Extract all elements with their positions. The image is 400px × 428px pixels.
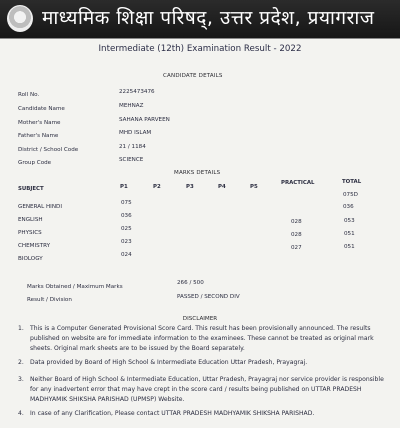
subject-cell: PHYSICS bbox=[18, 230, 42, 236]
disclaimer-number: 4. bbox=[18, 410, 24, 417]
practical-cell: 028 bbox=[291, 232, 302, 238]
disclaimer-text: In case of any Clarification, Please contact UTTAR PRADESH MADHYAMIK SHIKSHA PARISHAD. bbox=[30, 410, 315, 417]
field-value: MEHNAZ bbox=[119, 103, 144, 109]
p1-cell: 023 bbox=[121, 239, 132, 245]
disclaimer-text: Data provided by Board of High School & Intermediate Education Uttar Pradesh, Prayagraj. bbox=[30, 359, 308, 366]
practical-cell: 028 bbox=[291, 219, 302, 225]
total-cell: 051 bbox=[344, 244, 355, 250]
field-label: Roll No. bbox=[18, 92, 40, 98]
field-label: Mother's Name bbox=[18, 120, 61, 126]
page-header bbox=[0, 0, 400, 39]
marks-details-heading: MARKS DETAILS bbox=[174, 170, 221, 176]
column-header: P5 bbox=[250, 184, 258, 190]
column-header: P4 bbox=[218, 184, 226, 190]
field-label: Candidate Name bbox=[18, 106, 65, 112]
marks-obtained-label: Marks Obtained / Maximum Marks bbox=[27, 284, 123, 290]
result-label: Result / Division bbox=[27, 297, 72, 303]
column-header: SUBJECT bbox=[18, 186, 44, 192]
disclaimer-text: Neither Board of High School & Intermediate Education, Uttar Pradesh, Prayagraj nor service provider is responsible for any inadvertent error that may have crept in the score card / results being published on UTTAR PRADESH MADHYAMIK SHIKSHA PARISHAD (UPMSP) Website. bbox=[30, 376, 384, 403]
result-value: PASSED / SECOND DIV bbox=[177, 294, 240, 300]
field-value: 21 / 1184 bbox=[119, 144, 146, 150]
field-label: Group Code bbox=[18, 160, 52, 166]
p1-cell: 024 bbox=[121, 252, 132, 258]
total-cell: 053 bbox=[344, 218, 355, 224]
subject-cell: CHEMISTRY bbox=[18, 243, 51, 249]
field-value: SAHANA PARVEEN bbox=[119, 117, 170, 123]
column-header: TOTAL bbox=[342, 179, 362, 185]
field-value: SCIENCE bbox=[119, 157, 144, 163]
column-header: P1 bbox=[120, 184, 128, 190]
disclaimer-number: 1. bbox=[18, 325, 24, 332]
total-cell: 051 bbox=[344, 231, 355, 237]
candidate-details-heading: CANDIDATE DETAILS bbox=[163, 73, 223, 79]
p1-cell: 036 bbox=[121, 213, 132, 219]
total-cell: 036 bbox=[343, 204, 354, 210]
p1-cell: 025 bbox=[121, 226, 132, 232]
subject-cell: ENGLISH bbox=[18, 217, 43, 223]
disclaimer-number: 2. bbox=[18, 359, 24, 366]
practical-cell: 027 bbox=[291, 245, 302, 251]
marks-obtained-value: 266 / 500 bbox=[177, 280, 204, 286]
total-cell: 075D bbox=[343, 192, 358, 198]
column-header: P3 bbox=[186, 184, 194, 190]
field-value: 2225473476 bbox=[119, 89, 155, 95]
p1-cell: 075 bbox=[121, 200, 132, 206]
disclaimer-heading: DISCLAIMER bbox=[182, 316, 218, 322]
field-value: MHD ISLAM bbox=[119, 130, 152, 136]
emblem-icon bbox=[7, 5, 33, 32]
field-label: Father's Name bbox=[18, 133, 59, 139]
column-header: PRACTICAL bbox=[281, 180, 315, 186]
disclaimer-text: This is a Computer Generated Provisional Score Card. This result has been provisionally announced. The results published on website are for immediate information to the examinees. These cannot be treated as original mark sheets. Original mark sheets are to be issued by the Board separately. bbox=[30, 325, 374, 352]
board-title: माध्यमिक शिक्षा परिषद्, उत्तर प्रदेश, प्रयागराज bbox=[42, 7, 375, 29]
exam-title: Intermediate (12th) Examination Result - 2022 bbox=[98, 44, 302, 54]
subject-cell: GENERAL HINDI bbox=[18, 204, 62, 210]
field-label: District / School Code bbox=[18, 147, 79, 153]
subject-cell: BIOLOGY bbox=[18, 256, 43, 262]
disclaimer-number: 3. bbox=[18, 376, 24, 383]
column-header: P2 bbox=[153, 184, 161, 190]
